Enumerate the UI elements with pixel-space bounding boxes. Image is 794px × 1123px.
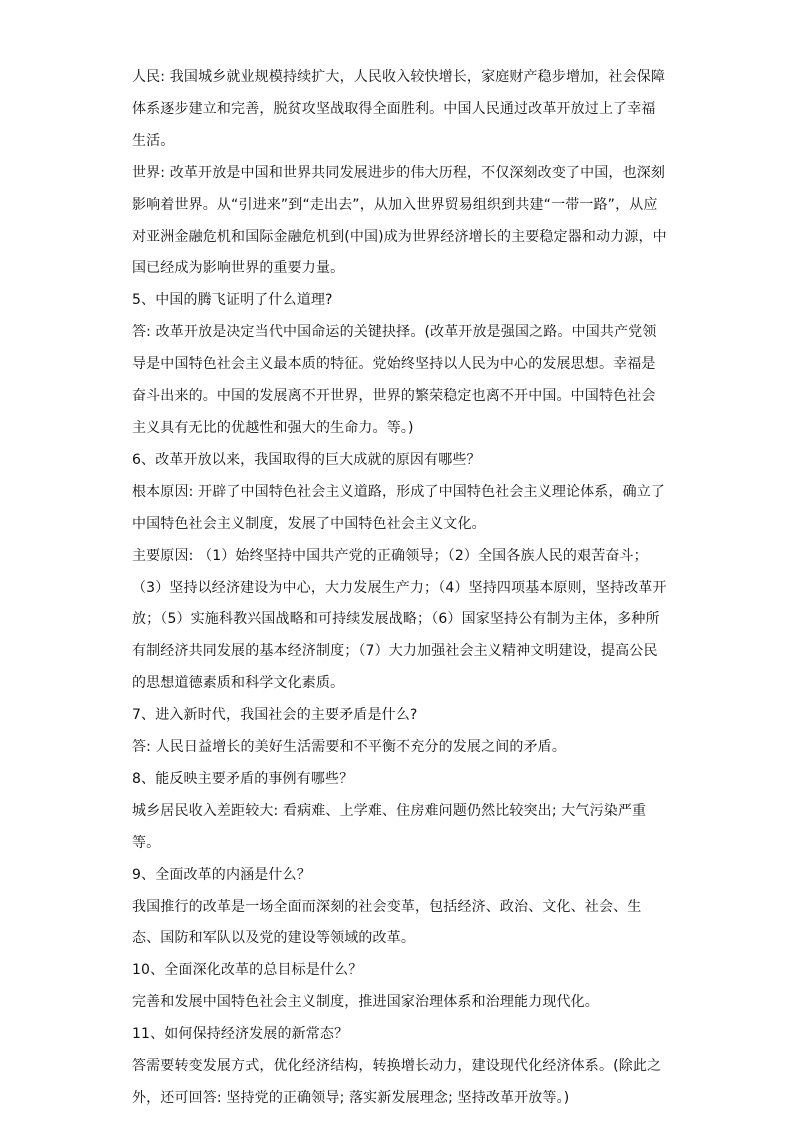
answer-11: 答需要转变发展方式，优化经济结构，转换增长动力，建设现代化经济体系。(除此之外，还可回答: 坚持党的正确领导; 落实新发展理念; 坚持改革开放等。) [132, 1058, 662, 1106]
paragraph-people: 人民: 我国城乡就业规模持续扩大，人民收入较快增长，家庭财产稳步增加，社会保障体系逐步建立和完善，脱贫攻坚战取得全面胜利。中国人民通过改革开放过上了幸福生活。 [132, 69, 666, 149]
paragraph-world: 世界: 改革开放是中国和世界共同发展进步的伟大历程，不仅深刻改变了中国，也深刻影响着世界。从“引进来”到“走出去”，从加入世界贸易组织到共建“一带一路”，从应对亚洲金融危机和国际金融危机到(中国)成为世界经济增长的主要稳定器和动力源，中国已经成为影响世界的重要力量。 [132, 164, 667, 277]
answer-7: 答: 人民日益增长的美好生活需要和不平衡不充分的发展之间的矛盾。 [132, 739, 566, 756]
answer-5: 答: 改革开放是决定当代中国命运的关键抉择。(改革开放是强国之路。中国共产党领导是中国特色社会主义最本质的特征。党始终坚持以人民为中心的发展思想。幸福是奋斗出来的。中国的发展离不开世界，世界的繁荣稳定也离不开中国。中国特色社会主义具有无比的优越性和强大的生命力。等。) [132, 324, 657, 436]
question-9: 9、全面改革的内涵是什么？ [132, 866, 311, 883]
question-6: 6、改革开放以来，我国取得的巨大成就的原因有哪些？ [132, 451, 481, 468]
question-7: 7、进入新时代，我国社会的主要矛盾是什么? [132, 707, 418, 724]
question-5: 5、中国的腾飞证明了什么道理? [132, 292, 333, 309]
answer-9: 我国推行的改革是一场全面而深刻的社会变革，包括经济、政治、文化、社会、生态、国防和军队以及党的建设等领域的改革。 [132, 898, 642, 947]
answer-10: 完善和发展中国特色社会主义制度，推进国家治理体系和治理能力现代化。 [132, 994, 599, 1011]
document-body [132, 62, 668, 1115]
question-10: 10、全面深化改革的总目标是什么？ [132, 962, 363, 979]
question-11: 11、如何保持经济发展的新常态？ [132, 1026, 349, 1043]
answer-8: 城乡居民收入差距较大: 看病难、上学难、住房难问题仍然比较突出; 大气污染严重等。 [132, 802, 647, 851]
question-8: 8、能反映主要矛盾的事例有哪些？ [132, 770, 354, 787]
answer-6-main-reasons: 主要原因: （1）始终坚持中国共产党的正确领导；（2）全国各族人民的艰苦奋斗；（3）坚持以经济建设为中心，大力发展生产力；（4）坚持四项基本原则，坚持改革开放；（5）实施科教兴国战略和可持续发展战略；（6）国家坚持公有制为主体，多种所有制经济共同发展的基本经济制度；（7）大力加强社会主义精神文明建设，提高公民的思想道德素质和科学文化素质。 [132, 547, 667, 692]
answer-6-fundamental-reason: 根本原因: 开辟了中国特色社会主义道路，形成了中国特色社会主义理论体系，确立了中国特色社会主义制度，发展了中国特色社会主义文化。 [132, 483, 666, 532]
